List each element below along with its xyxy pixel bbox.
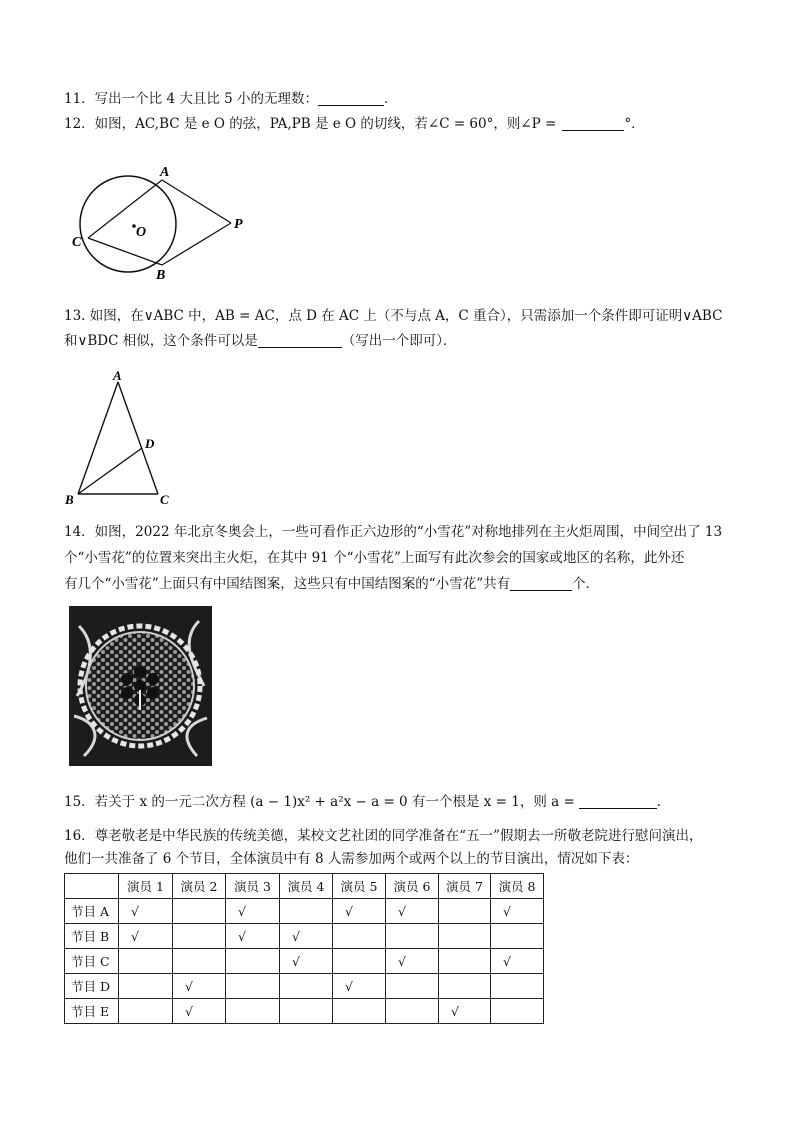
chord-ac (88, 180, 162, 238)
table-cell (173, 899, 226, 924)
table-cell (280, 899, 333, 924)
question-13-line2: 和∨BDC 相似，这个条件可以是 （写出一个即可）． (64, 333, 457, 349)
header-cell: 演员 3 (226, 874, 280, 899)
row-label: 节目 B (65, 924, 119, 949)
question-15: 15．若关于 x 的一元二次方程 (a − 1)x² + a²x − a = 0 有一个根是 x = 1，则 a = ． (64, 794, 671, 810)
q14-answer-blank[interactable] (510, 576, 572, 591)
table-cell (173, 949, 226, 974)
label-c: C (160, 492, 169, 507)
table-cell (333, 924, 386, 949)
q12-text: 12．如图，AC,BC 是 e O 的弦，PA,PB 是 e O 的切线，若∠C = 60°，则∠P = (64, 116, 557, 132)
question-14-line3: 有几个“小雪花”上面只有中国结图案，这些只有中国结图案的“小雪花”共有 个． (64, 576, 600, 592)
table-cell (439, 974, 491, 999)
label-b: B (156, 268, 166, 283)
q11-answer-blank[interactable] (318, 91, 384, 106)
question-16-line2: 他们一共准备了 6 个节目，全体演员中有 8 人需参加两个或两个以上的节目演出，情况如下表： (64, 851, 639, 867)
question-11: 11．写出一个比 4 大且比 5 小的无理数： ． (64, 91, 398, 107)
table-cell (491, 924, 544, 949)
table-cell (119, 974, 173, 999)
table-cell (491, 999, 544, 1024)
label-c: C (72, 235, 82, 250)
q11-text: 11．写出一个比 4 大且比 5 小的无理数： (64, 91, 319, 107)
table-cell: √ (119, 899, 173, 924)
table-cell (333, 949, 386, 974)
row-label: 节目 D (65, 974, 119, 999)
question-14-line1: 14．如图，2022 年北京冬奥会上，一些可看作正六边形的“小雪花”对称地排列在主火炬周围，中间空出了 13 (64, 524, 723, 540)
table-cell (386, 999, 439, 1024)
question-13-line1: 13. 如图，在∨ABC 中，AB = AC，点 D 在 AC 上（不与点 A，C 重合），只需添加一个条件即可证明∨ABC (64, 308, 723, 324)
label-d: D (145, 436, 155, 451)
q15-answer-blank[interactable] (579, 794, 657, 809)
side-ab (78, 382, 118, 494)
table-cell: √ (173, 974, 226, 999)
table-cell (119, 999, 173, 1024)
table-cell: √ (280, 924, 333, 949)
table-cell (280, 999, 333, 1024)
table-cell: √ (226, 924, 280, 949)
header-cell: 演员 6 (386, 874, 439, 899)
snowflake-photo-graphic (69, 606, 212, 766)
chord-bc (88, 238, 162, 265)
table-cell (226, 949, 280, 974)
label-o: O (136, 225, 147, 240)
row-label: 节目 E (65, 999, 119, 1024)
table-cell: √ (226, 899, 280, 924)
q15-text: 15．若关于 x 的一元二次方程 (a − 1)x² + a²x − a = 0 有一个根是 x = 1，则 a = (64, 794, 575, 810)
table-cell (386, 974, 439, 999)
table-cell (226, 974, 280, 999)
header-cell: 演员 4 (280, 874, 333, 899)
table-cell (386, 924, 439, 949)
table-cell: √ (280, 949, 333, 974)
table-cell (439, 924, 491, 949)
header-cell: 演员 2 (173, 874, 226, 899)
question-16-line1: 16．尊老敬老是中华民族的传统美德，某校文艺社团的同学准备在“五一”假期去一所敬老院进行慰问演出， (64, 828, 703, 844)
table-cell: √ (386, 899, 439, 924)
table-cell (491, 974, 544, 999)
table-row (65, 999, 544, 1024)
circle-o (80, 176, 176, 272)
label-b: B (65, 492, 74, 507)
snowflake-torch-photo (69, 606, 212, 766)
tangent-pa (162, 180, 231, 223)
table-cell: √ (333, 974, 386, 999)
row-label: 节目 C (65, 949, 119, 974)
q12-circle-figure (66, 160, 266, 285)
table-row (65, 949, 544, 974)
table-cell: √ (439, 999, 491, 1024)
row-label: 节目 A (65, 899, 119, 924)
label-a: A (160, 165, 170, 180)
table-cell: √ (173, 999, 226, 1024)
table-cell: √ (333, 899, 386, 924)
header-cell: 演员 1 (119, 874, 173, 899)
header-cell (65, 874, 119, 899)
q13-triangle-figure (62, 368, 182, 510)
label-p: P (234, 217, 243, 232)
header-cell: 演员 5 (333, 874, 386, 899)
label-a: A (113, 368, 122, 383)
question-14-line2: 个“小雪花”的位置来突出主火炬，在其中 91 个“小雪花”上面写有此次参会的国家或地区的名称，此外还 (64, 550, 685, 566)
question-12: 12．如图，AC,BC 是 e O 的弦，PA,PB 是 e O 的切线，若∠C = 60°，则∠P = °． (64, 116, 645, 132)
table-cell (173, 924, 226, 949)
table-cell (439, 949, 491, 974)
header-cell: 演员 8 (491, 874, 544, 899)
table-cell (439, 899, 491, 924)
table-cell: √ (386, 949, 439, 974)
performance-table (64, 873, 544, 1024)
table-row (65, 974, 544, 999)
segment-bd (78, 448, 142, 494)
table-header-row (65, 874, 544, 899)
header-cell: 演员 7 (439, 874, 491, 899)
q13-answer-blank[interactable] (258, 333, 342, 348)
table-cell: √ (491, 899, 544, 924)
table-cell (226, 999, 280, 1024)
table-cell: √ (491, 949, 544, 974)
table-row (65, 924, 544, 949)
table-row (65, 899, 544, 924)
q12-answer-blank[interactable] (562, 116, 624, 131)
table-cell: √ (119, 924, 173, 949)
table-cell (119, 949, 173, 974)
table-cell (280, 974, 333, 999)
table-cell (333, 999, 386, 1024)
